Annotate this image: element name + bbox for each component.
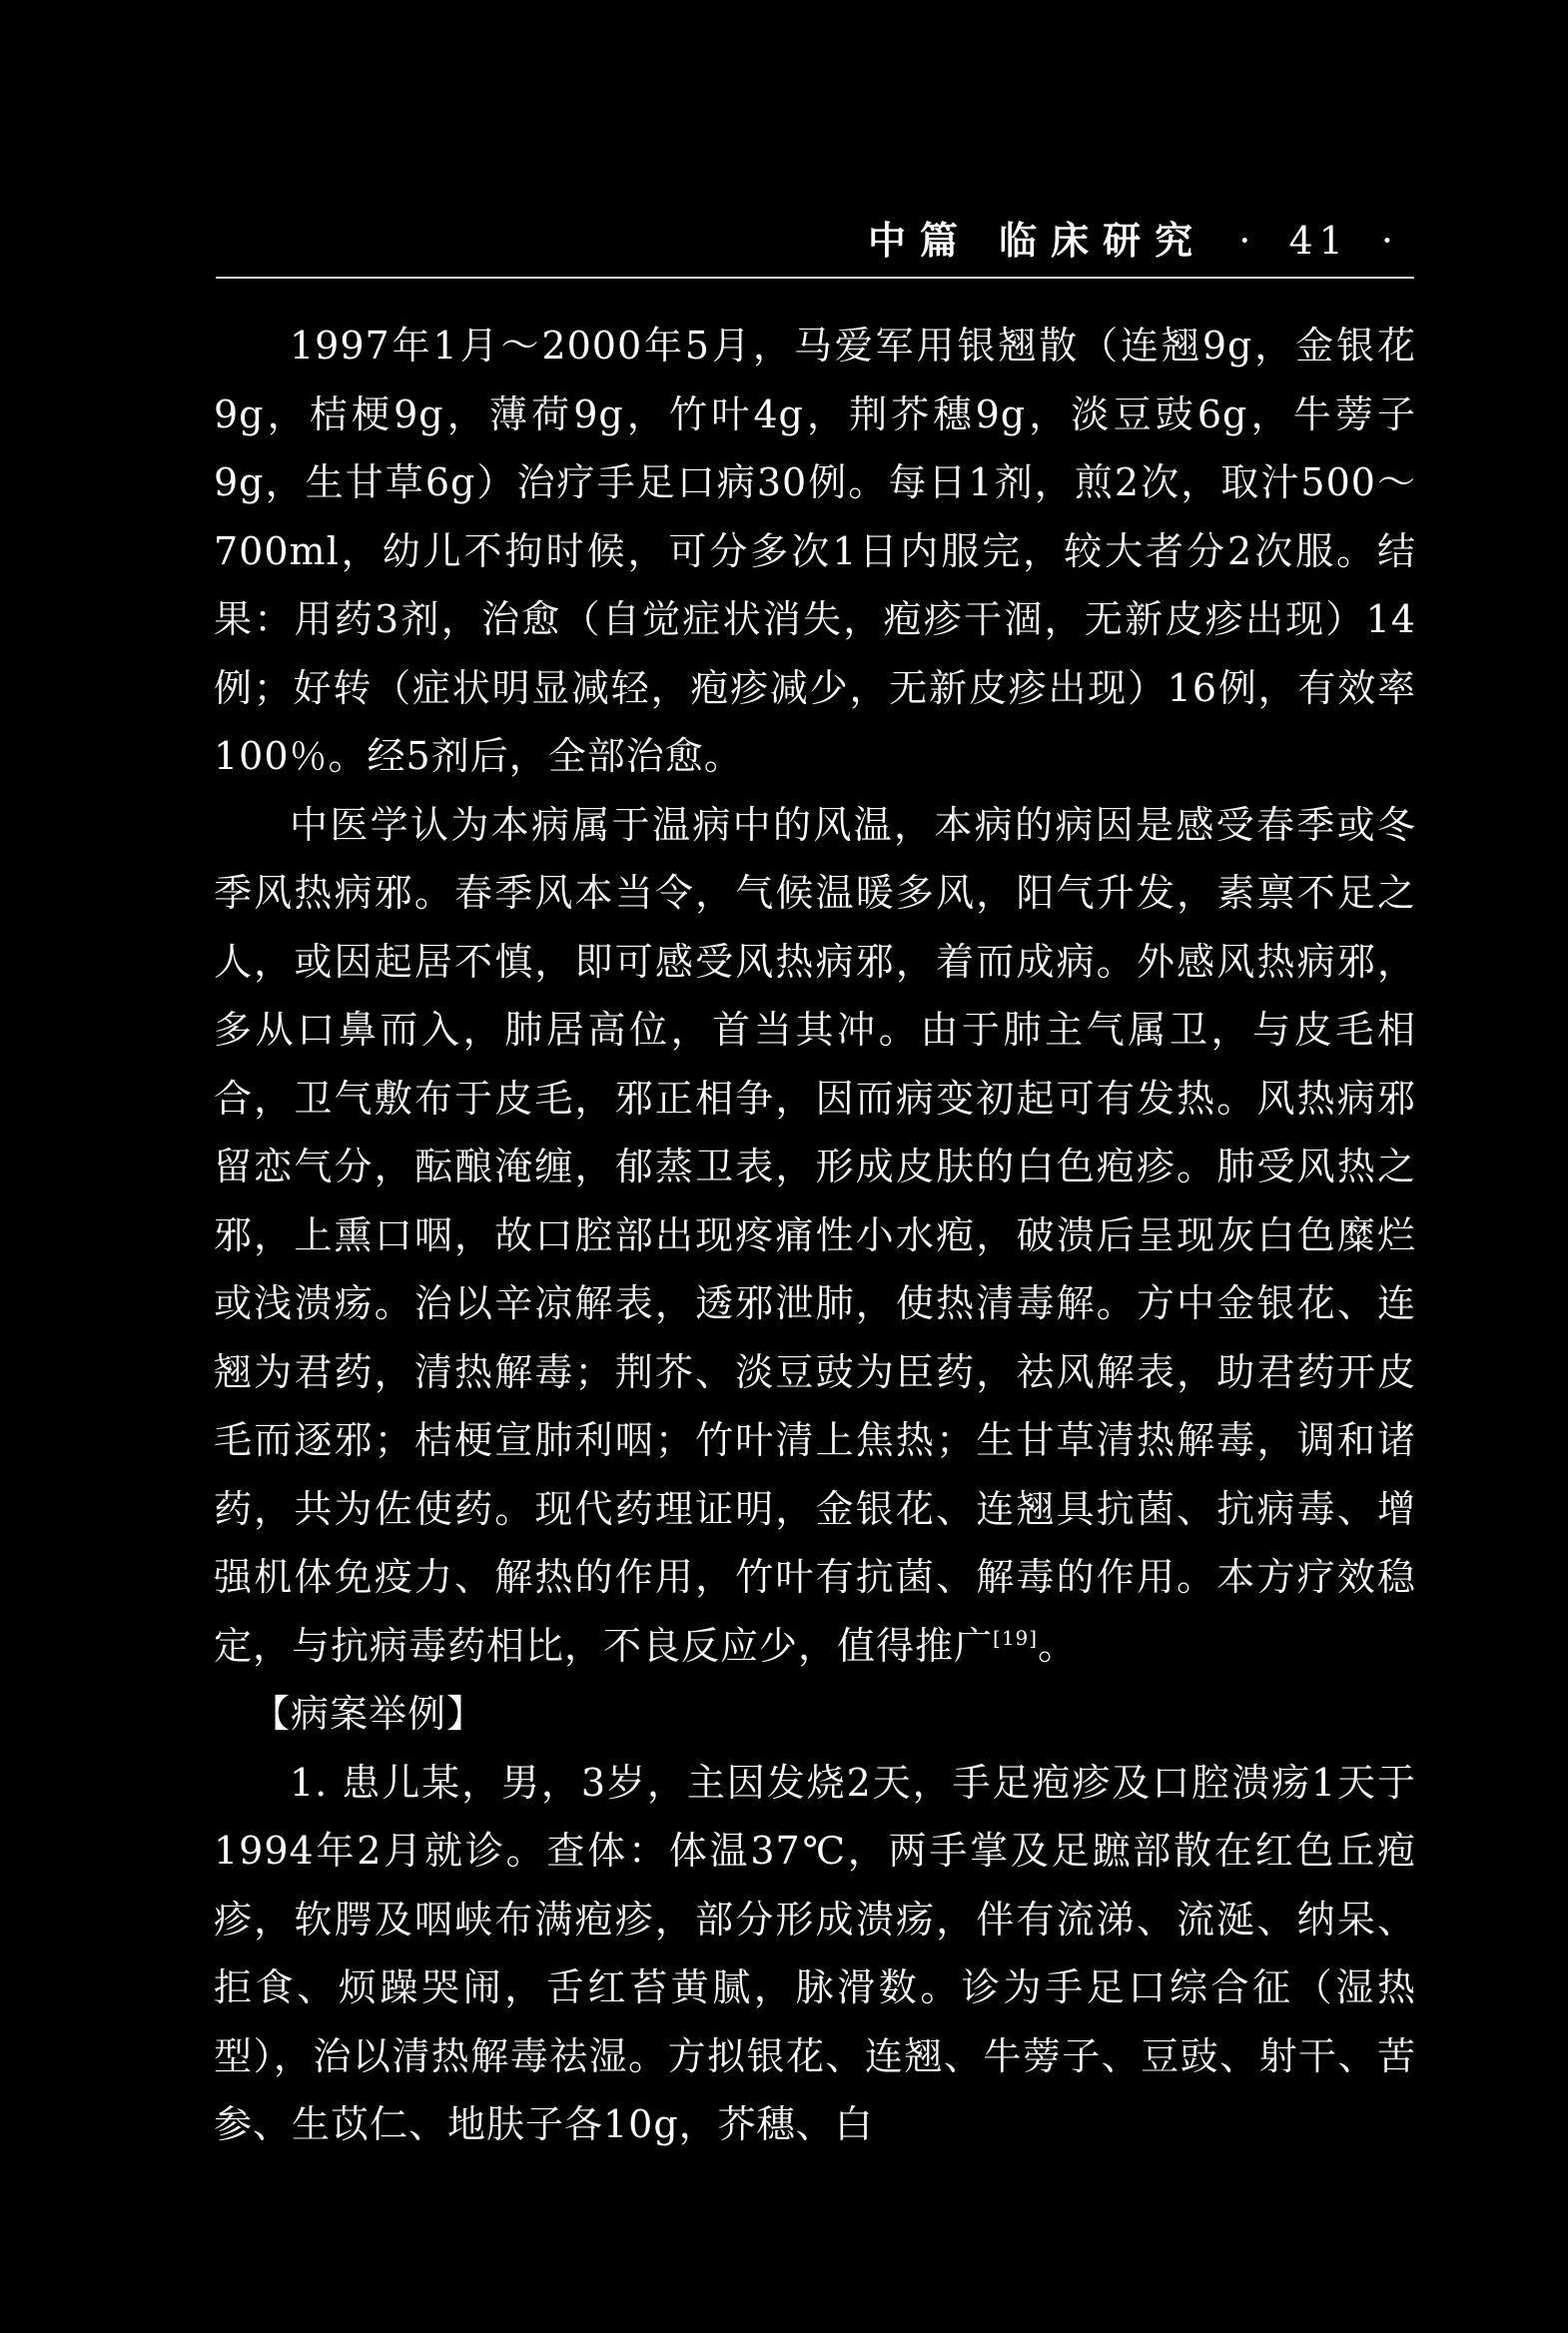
discussion-end-punct: 。: [1038, 1623, 1078, 1668]
paragraph-study-results: 1997年1月～2000年5月，马爱军用银翘散（连翘9g，金银花9g，桔梗9g，薄荷9g，竹叶4g，荆芥穗9g，淡豆豉6g，牛蒡子9g，生甘草6g）治疗手足口病30例。每日1剂，煎2次，取汁500～700ml，幼儿不拘时候，可分多次1日内服完，较大者分2次服。结果：用药3剂，治愈（自觉症状消失，疱疹干涸，无新皮疹出现）14例；好转（症状明显减轻，疱疹减少，无新皮疹出现）16例，有效率100％。经5剂后，全部治愈。: [214, 324, 1416, 778]
discussion-text: 中医学认为本病属于温病中的风温，本病的病因是感受春季或冬季风热病邪。春季风本当令，气候温暖多风，阳气升发，素禀不足之人，或因起居不慎，即可感受风热病邪，着而成病。外感风热病邪，多从口鼻而入，肺居高位，首当其冲。由于肺主气属卫，与皮毛相合，卫气敷布于皮毛，邪正相争，因而病变初起可有发热。风热病邪留恋气分，酝酿淹缠，郁蒸卫表，形成皮肤的白色疱疹。肺受风热之邪，上熏口咽，故口腔部出现疼痛性小水疱，破溃后呈现灰白色糜烂或浅溃疡。治以辛凉解表，透邪泄肺，使热清毒解。方中金银花、连翘为君药，清热解毒；荆芥、淡豆豉为臣药，祛风解表，助君药开皮毛而逐邪；桔梗宣肺利咽；竹叶清上焦热；生甘草清热解毒，调和诸药，共为佐使药。现代药理证明，金银花、连翘具抗菌、抗病毒、增强机体免疫力、解热的作用，竹叶有抗菌、解毒的作用。本方疗效稳定，与抗病毒药相比，不良反应少，值得推广: [214, 802, 1416, 1668]
header-bullet-right: ·: [1380, 219, 1399, 263]
header-bullet-left: ·: [1238, 219, 1257, 263]
paragraph-case-1: 1. 患儿某，男，3岁，主因发烧2天，手足疱疹及口腔溃疡1天于1994年2月就诊。查体：体温37℃，两手掌及足蹠部散在红色丘疱疹，软腭及咽峡布满疱疹，部分形成溃疡，伴有流涕、流涎、纳呆、拒食、烦躁哭闹，舌红苔黄腻，脉滑数。诊为手足口综合征（湿热型），治以清热解毒祛湿。方拟银花、连翘、牛蒡子、豆豉、射干、苦参、生苡仁、地肤子各10g，芥穗、白: [214, 1760, 1416, 2146]
body-text: [214, 312, 1416, 2159]
citation-reference: [19]: [993, 1625, 1039, 1650]
paragraph-tcm-discussion: [214, 791, 1416, 1681]
case-examples-heading: 【病案举例】: [252, 1692, 486, 1736]
running-header: [0, 210, 1413, 265]
header-divider: [216, 277, 1414, 279]
page-number: 41: [1288, 219, 1349, 263]
journal-section-title: 中篇 临床研究: [867, 218, 1207, 263]
